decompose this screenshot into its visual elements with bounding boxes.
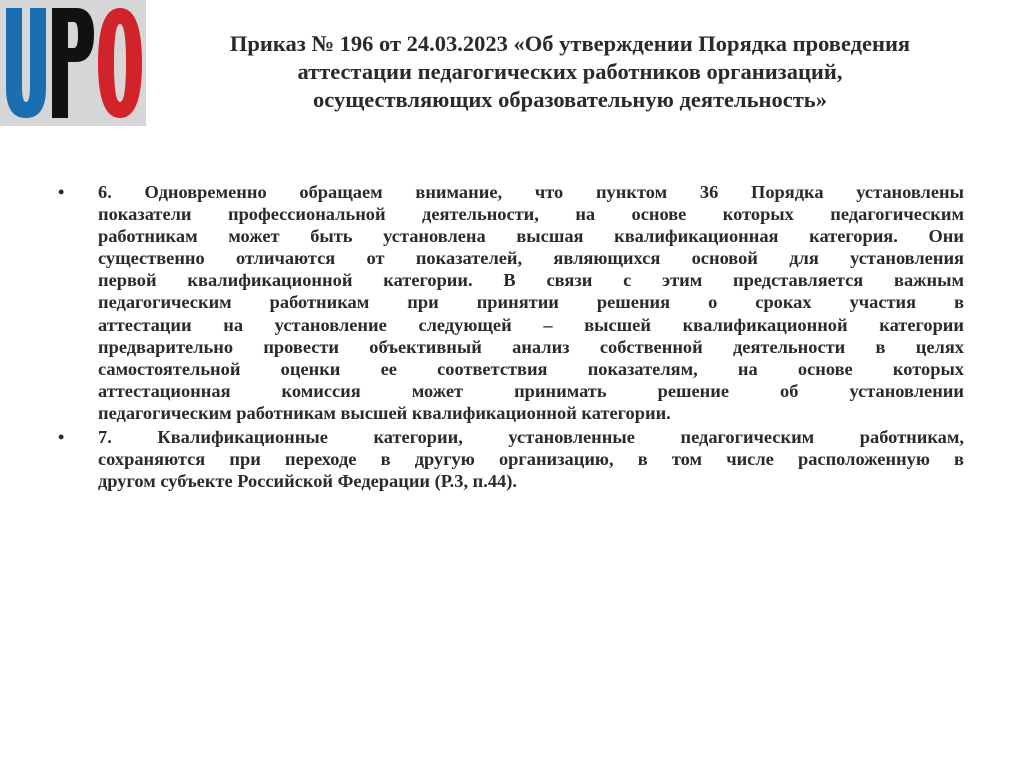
bullet-marker: • (58, 182, 65, 202)
text-line: существенно отличаются от показателей, являющихся основой для установления (98, 248, 964, 269)
text-line: самостоятельной оценки ее соответствия показателям, на основе которых (98, 358, 964, 379)
text-line: аттестационная комиссия может принимать решение об установлении (98, 380, 964, 401)
text-line: предварительно провести объективный анализ собственной деятельности в целях (98, 336, 964, 357)
slide-title (160, 30, 980, 114)
text-line: работникам может быть установлена высшая квалификационная категория. Они (98, 226, 964, 247)
title-line: аттестации педагогических работников организаций, (297, 59, 843, 84)
bullet-text (98, 181, 964, 424)
bullet-text (98, 426, 964, 492)
title-line: осуществляющих образовательную деятельность» (313, 87, 827, 112)
text-line: показатели профессиональной деятельности, на основе которых педагогическим (98, 204, 964, 225)
text-line: сохраняются при переходе в другую организацию, в том числе расположенную в (98, 449, 964, 470)
bullet-marker: • (58, 427, 65, 448)
text-line: аттестации на установление следующей – высшей квалификационной категории (98, 314, 964, 335)
bullet-item-7 (58, 426, 964, 492)
logo (0, 0, 146, 126)
text-line: первой квалификационной категории. В связи с этим представляется важным (98, 270, 964, 291)
text-line: педагогическим работникам при принятии решения о сроках участия в (98, 292, 964, 313)
text-line: педагогическим работникам высшей квалификационной категории. (98, 402, 671, 423)
text-line: другом субъекте Российской Федерации (Р.3, п.44). (98, 471, 517, 492)
bullet-item-6 (58, 181, 964, 424)
title-line: Приказ № 196 от 24.03.2023 «Об утверждении Порядка проведения (229, 31, 911, 56)
text-line: 6. Одновременно обращаем внимание, что пунктом 36 Порядка установлены (98, 182, 964, 202)
logo-graphic (0, 0, 146, 126)
text-line: 7. Квалификационные категории, установленные педагогическим работникам, (98, 427, 964, 448)
body-bullet-list (58, 181, 964, 494)
